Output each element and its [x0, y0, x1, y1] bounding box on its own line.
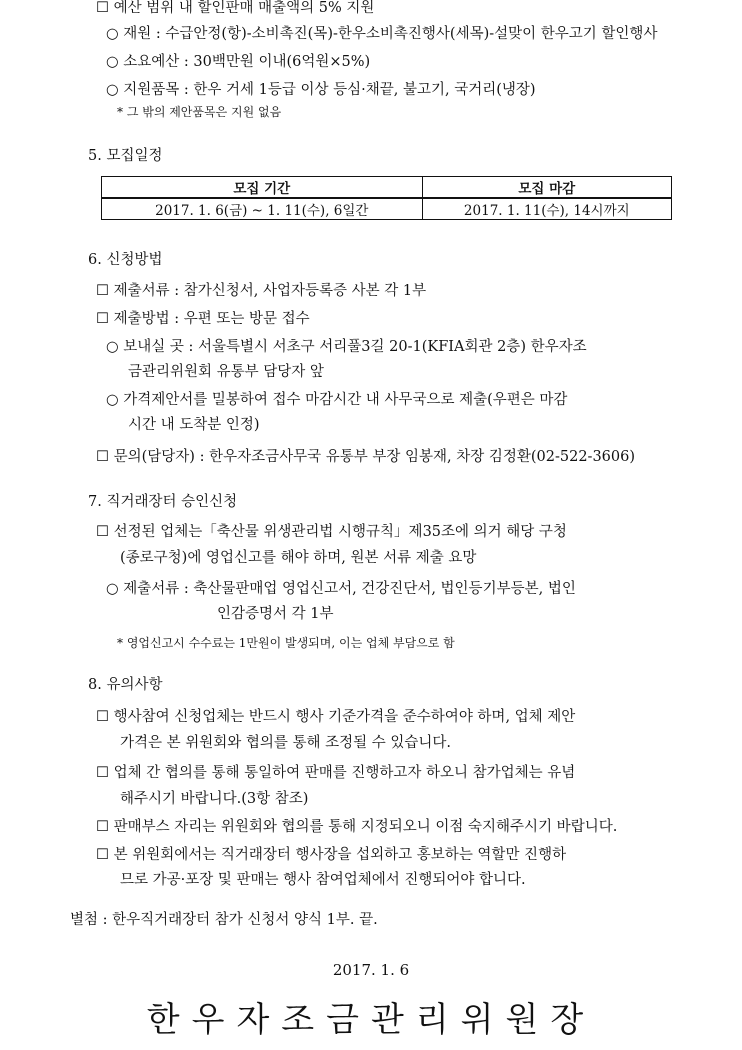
signature-title: 한우자조금관리위원장	[146, 1000, 596, 1040]
schedule-value-row	[102, 198, 672, 220]
booth-assignment-item: ☐ 판매부스 자리는 위원회와 협의를 통해 지정되오니 이점 숙지해주시기 바랍니다.	[96, 819, 618, 835]
unified-sales-item: ☐ 업체 간 협의를 통해 통일하여 판매를 진행하고자 하오니 참가업체는 유념	[96, 765, 576, 781]
committee-role-cont: 므로 가공·포장 및 판매는 행사 참여업체에서 진행되어야 합니다.	[120, 872, 526, 888]
recruitment-schedule-table	[101, 176, 672, 220]
submission-docs-item: ☐ 제출서류 : 참가신청서, 사업자등록증 사본 각 1부	[96, 283, 427, 299]
unified-sales-cont: 해주시기 바랍니다.(3항 참조)	[120, 791, 309, 807]
mailing-address-item: ○ 보내실 곳 : 서울특별시 서초구 서리풀3길 20-1(KFIA회관 2층) 한우자조	[106, 339, 587, 355]
price-proposal-cont: 시간 내 도착분 인정)	[128, 417, 260, 433]
schedule-header-deadline: 모집 마감	[422, 177, 671, 199]
budget-support-item: ☐ 예산 범위 내 할인판매 매출액의 5% 지원	[96, 0, 375, 16]
support-items-item: ○ 지원품목 : 한우 거세 1등급 이상 등심·채끝, 불고기, 국거리(냉장)	[106, 82, 536, 98]
support-note: * 그 밖의 제안품목은 지원 없음	[117, 105, 282, 119]
report-docs-item: ○ 제출서류 : 축산물판매업 영업신고서, 건강진단서, 법인등기부등본, 법인	[106, 581, 576, 597]
document-date: 2017. 1. 6	[332, 961, 410, 979]
committee-role-item: ☐ 본 위원회에서는 직거래장터 행사장을 섭외하고 홍보하는 역할만 진행하	[96, 847, 567, 863]
section-7-heading: 7. 직거래장터 승인신청	[88, 494, 238, 510]
funding-source-item: ○ 재원 : 수급안정(항)-소비촉진(목)-한우소비촉진행사(세목)-설맞이 한우고기 할인행사	[106, 26, 658, 42]
schedule-header-period: 모집 기간	[102, 177, 423, 199]
price-compliance-cont: 가격은 본 위원회와 협의를 통해 조정될 수 있습니다.	[120, 735, 452, 751]
contact-item: ☐ 문의(담당자) : 한우자조금사무국 유통부 부장 임봉재, 차장 김정환(02-522-3606)	[96, 449, 636, 465]
business-report-cont: (종로구청)에 영업신고를 해야 하며, 원본 서류 제출 요망	[120, 550, 477, 566]
section-6-heading: 6. 신청방법	[88, 252, 163, 268]
required-budget-item: ○ 소요예산 : 30백만원 이내(6억원×5%)	[106, 54, 371, 70]
submission-method-item: ☐ 제출방법 : 우편 또는 방문 접수	[96, 311, 310, 327]
report-docs-cont: 인감증명서 각 1부	[217, 606, 334, 622]
schedule-header-row	[102, 177, 672, 199]
schedule-period-value: 2017. 1. 6(금) ~ 1. 11(수), 6일간	[102, 198, 423, 220]
attachment-note: 별첨 : 한우직거래장터 참가 신청서 양식 1부. 끝.	[70, 912, 378, 928]
mailing-address-cont: 금관리위원회 유통부 담당자 앞	[128, 364, 324, 380]
section-8-heading: 8. 유의사항	[88, 677, 163, 693]
price-proposal-item: ○ 가격제안서를 밀봉하여 접수 마감시간 내 사무국으로 제출(우편은 마감	[106, 392, 568, 408]
fee-note: * 영업신고시 수수료는 1만원이 발생되며, 이는 업체 부담으로 함	[117, 636, 455, 650]
business-report-item: ☐ 선정된 업체는「축산물 위생관리법 시행규칙」제35조에 의거 해당 구청	[96, 524, 567, 540]
price-compliance-item: ☐ 행사참여 신청업체는 반드시 행사 기준가격을 준수하여야 하며, 업체 제안	[96, 709, 576, 725]
schedule-deadline-value: 2017. 1. 11(수), 14시까지	[422, 198, 671, 220]
section-5-heading: 5. 모집일정	[88, 148, 163, 164]
